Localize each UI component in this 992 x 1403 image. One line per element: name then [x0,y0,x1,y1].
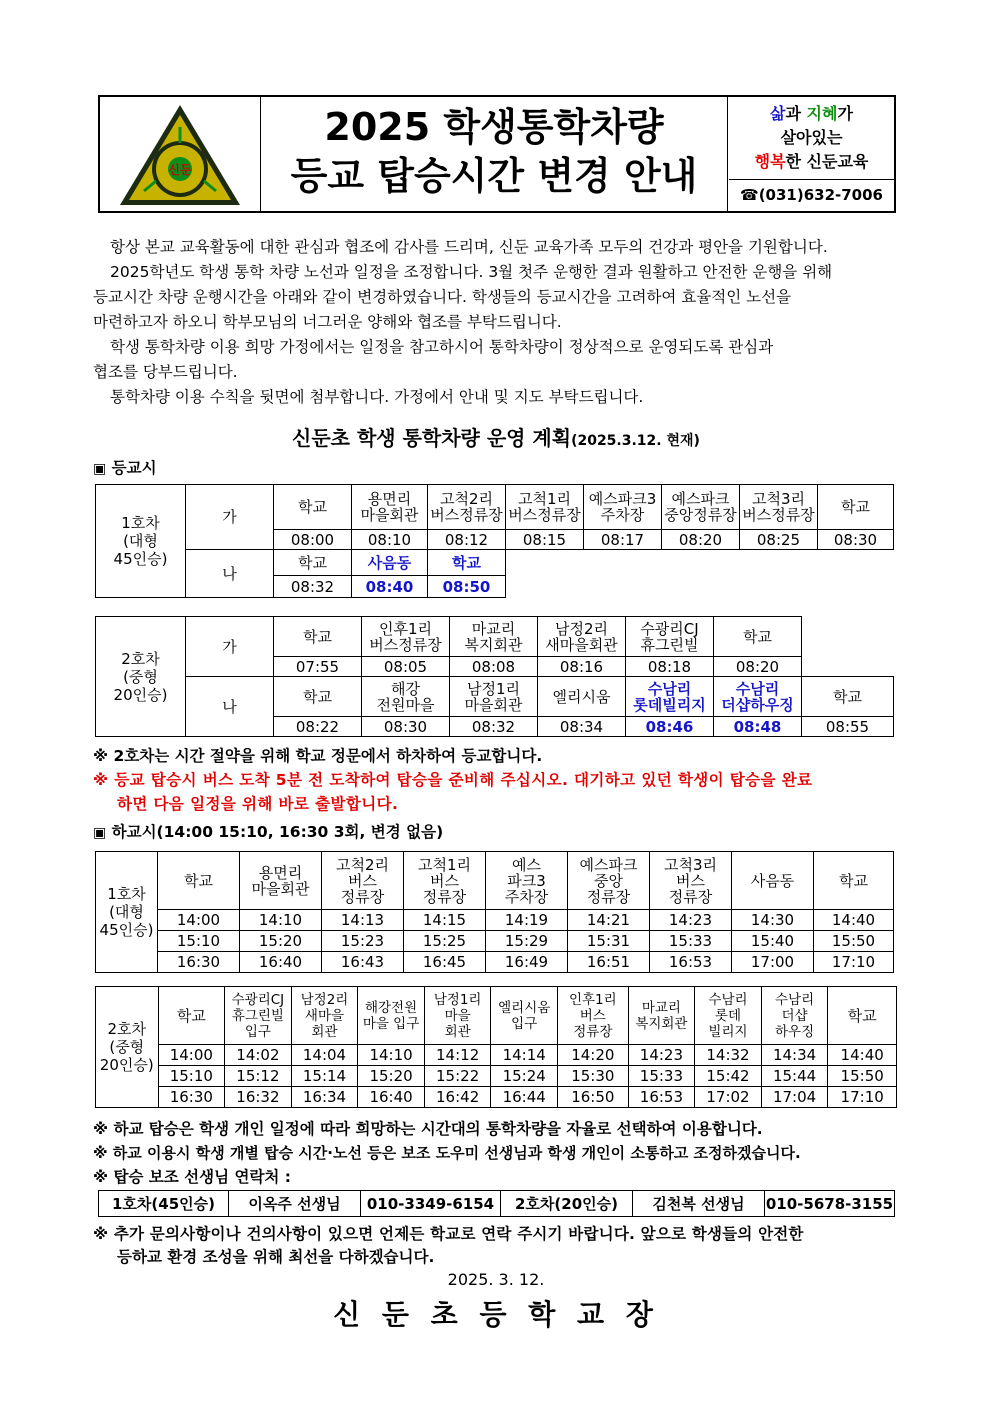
motto-word-wisdom: 지혜 [806,104,838,123]
stop-name: 학교 [428,550,506,576]
time-cell: 16:34 [291,1087,358,1108]
time-cell: 15:40 [732,931,814,952]
intro-p3a: 학생 통학차량 이용 희망 가정에서는 일정을 참고하시어 통학차량이 정상적으로 운영되도록 관심과 [110,338,774,356]
route-label: 가 [186,485,274,550]
bus-label: 1호차 (대형 45인승) [96,485,186,598]
stop-name: 수광리CJ 휴그린빌 [626,617,714,657]
stop-name: 예스파크 중앙정류장 [662,485,740,530]
time-cell: 17:02 [695,1087,762,1108]
morning-note1: ※ 2호차는 시간 절약을 위해 학교 정문에서 하차하여 등교합니다. [93,747,543,765]
morning-note2a: ※ 등교 탑승시 버스 도착 5분 전 도착하여 탑승을 준비해 주십시오. 대기하고 있던 학생이 탑승을 완료 [93,771,813,789]
time-cell: 14:12 [424,1045,491,1066]
afternoon-bus1-table [95,851,894,973]
title-cell [261,97,728,211]
stop-name: 고척3리 버스정류장 [740,485,818,530]
logo-cell [100,97,261,211]
plan-title-text: 신둔초 학생 통학차량 운영 계획 [292,426,572,450]
contact-bus2: 2호차(20인승) [501,1191,633,1217]
telephone-icon: ☎ [740,186,759,204]
time-cell: 15:30 [558,1066,629,1087]
afternoon-bus2-table [95,986,897,1108]
time-cell: 14:10 [358,1045,425,1066]
time-cell: 17:10 [828,1087,897,1108]
time-cell: 16:44 [491,1087,558,1108]
intro-p2b: 등교시간 차량 운행시간을 아래와 같이 변경하였습니다. 학생들의 등교시간을 고려하여 효율적인 노선을 [93,288,792,306]
stop-name: 인후1리 버스정류장 [362,617,450,657]
square-bullet-icon: ▣ [93,825,107,841]
stop-name: 학교 [158,987,225,1045]
intro-p2c: 마련하고자 하오니 학부모님의 너그러운 양해와 협조를 부탁드립니다. [93,313,562,331]
stop-time: 08:08 [450,657,538,677]
stop-name: 용면리 마을회관 [240,852,322,910]
contact-phone1: 010-3349-6154 [361,1191,501,1217]
document-date: 2025. 3. 12. [447,1270,545,1289]
stop-name: 수남리 더샵 하우징 [761,987,828,1045]
stop-time: 08:12 [428,530,506,550]
motto-word-happy: 행복 [754,152,786,171]
stop-name: 사음동 [352,550,428,576]
route-label: 나 [186,677,274,737]
time-cell: 16:30 [158,952,240,973]
stop-time: 08:18 [626,657,714,677]
stop-name: 마교리 복지회관 [628,987,695,1045]
stop-name: 학교 [274,485,352,530]
time-cell: 16:42 [424,1087,491,1108]
stop-time: 08:32 [274,576,352,598]
stop-name: 고척3리 버스 정류장 [650,852,732,910]
route-label: 나 [186,550,274,598]
stop-name: 고척1리 버스정류장 [506,485,584,530]
time-cell: 14:23 [628,1045,695,1066]
motto-text: 한 신둔교육 [785,152,869,171]
time-cell: 15:33 [650,931,732,952]
morning-note2b: 하면 다음 일정을 위해 바로 출발합니다. [117,795,399,813]
stop-name: 수광리CJ 휴그린빌 입구 [225,987,292,1045]
afternoon-note1: ※ 하교 탑승은 학생 개인 일정에 따라 희망하는 시간대의 통학차량을 자율로 선택하여 이용합니다. [93,1120,763,1138]
time-cell: 16:53 [650,952,732,973]
time-cell: 14:13 [322,910,404,931]
stop-time: 08:05 [362,657,450,677]
stop-time: 08:50 [428,576,506,598]
empty-cell [506,550,894,598]
afternoon-note2: ※ 하교 이용시 학생 개별 탑승 시간·노선 등은 보조 도우미 선생님과 학생 개인이 소통하고 조정하겠습니다. [93,1144,801,1162]
stop-time: 08:30 [362,717,450,737]
stop-name: 학교 [158,852,240,910]
stop-name: 수남리 롯데빌리지 [626,677,714,717]
time-cell: 14:20 [558,1045,629,1066]
morning-bus2-table [95,616,894,737]
time-cell: 16:40 [358,1087,425,1108]
time-cell: 15:29 [486,931,568,952]
stop-name: 학교 [274,677,362,717]
time-cell: 16:53 [628,1087,695,1108]
time-cell: 14:23 [650,910,732,931]
bus-label: 1호차 (대형 45인승) [96,852,158,973]
time-cell: 15:42 [695,1066,762,1087]
afternoon-heading [93,820,443,842]
stop-time: 07:55 [274,657,362,677]
time-cell: 16:40 [240,952,322,973]
time-cell: 15:50 [828,1066,897,1087]
contact-bus1: 1호차(45인승) [99,1191,229,1217]
square-bullet-icon: ▣ [93,461,107,477]
motto-line3 [729,150,894,174]
motto-line1 [729,102,894,126]
stop-name: 수남리 롯데 빌리지 [695,987,762,1045]
closing-line1: ※ 추가 문의사항이나 건의사항이 있으면 언제든 학교로 연락 주시기 바랍니다. 앞으로 학생들의 안전한 [93,1225,804,1243]
time-cell: 14:30 [732,910,814,931]
school-logo-icon [100,97,260,211]
stop-time: 08:48 [714,717,802,737]
time-cell: 14:34 [761,1045,828,1066]
morning-heading [93,456,157,478]
intro-p2a: 2025학년도 학생 통학 차량 노선과 일정을 조정합니다. 3월 첫주 운행한 결과 원활하고 안전한 운행을 위해 [110,263,833,281]
phone-number: (031)632-7006 [758,186,883,204]
stop-name: 고척2리 버스 정류장 [322,852,404,910]
stop-name: 남정2리 새마을 회관 [291,987,358,1045]
stop-time: 08:20 [714,657,802,677]
stop-name: 학교 [814,852,894,910]
contact-phone2: 010-5678-3155 [765,1191,895,1217]
stop-name: 고척2리 버스정류장 [428,485,506,530]
time-cell: 14:04 [291,1045,358,1066]
stop-time: 08:34 [538,717,626,737]
contact-heading: ※ 탑승 보조 선생님 연락처 : [93,1168,291,1186]
time-cell: 14:10 [240,910,322,931]
time-cell: 14:15 [404,910,486,931]
bus-label: 2호차 (중형 20인승) [96,617,186,737]
stop-time: 08:46 [626,717,714,737]
stop-name: 학교 [274,617,362,657]
stop-time: 08:22 [274,717,362,737]
motto-text: 가 [837,104,853,123]
plan-date: (2025.3.12. 현재) [571,433,700,449]
contact-teacher1: 이옥주 선생님 [229,1191,361,1217]
stop-name: 마교리 복지회관 [450,617,538,657]
contact-table [98,1190,895,1217]
plan-title [0,422,992,451]
intro-p4: 통학차량 이용 수칙을 뒷면에 첨부합니다. 가정에서 안내 및 지도 부탁드립니다. [110,388,644,406]
stop-name: 고척1리 버스 정류장 [404,852,486,910]
stop-name: 남정1리 마을 회관 [424,987,491,1045]
time-cell: 15:23 [322,931,404,952]
intro-p3b: 협조를 당부드립니다. [93,363,238,381]
route-label: 가 [186,617,274,677]
time-cell: 14:40 [814,910,894,931]
time-cell: 14:00 [158,1045,225,1066]
stop-name: 학교 [274,550,352,576]
stop-name: 학교 [714,617,802,657]
stop-name: 예스 파크3 주차장 [486,852,568,910]
time-cell: 17:10 [814,952,894,973]
stop-name: 학교 [828,987,897,1045]
stop-time: 08:25 [740,530,818,550]
stop-name: 예스파크 중앙 정류장 [568,852,650,910]
stop-time: 08:32 [450,717,538,737]
bus-label: 2호차 (중형 20인승) [96,987,159,1108]
stop-time: 08:16 [538,657,626,677]
stop-time: 08:10 [352,530,428,550]
time-cell: 15:22 [424,1066,491,1087]
stop-name: 남정2리 새마을회관 [538,617,626,657]
phone-row [729,179,894,212]
stop-name: 수남리 더샵하우징 [714,677,802,717]
empty-cell [802,617,894,677]
stop-time: 08:15 [506,530,584,550]
stop-name: 해강전원 마을 입구 [358,987,425,1045]
time-cell: 16:45 [404,952,486,973]
time-cell: 15:24 [491,1066,558,1087]
time-cell: 14:21 [568,910,650,931]
time-cell: 15:50 [814,931,894,952]
motto-cell [729,97,894,211]
afternoon-heading-text: 하교시(14:00 15:10, 16:30 3회, 변경 없음) [111,823,444,841]
time-cell: 14:00 [158,910,240,931]
stop-name: 엘리시움 [538,677,626,717]
stop-name: 용면리 마을회관 [352,485,428,530]
motto-word-life: 삶 [770,104,786,123]
stop-name: 학교 [818,485,894,530]
time-cell: 15:12 [225,1066,292,1087]
title-line1: 2025 학생통학차량 [324,105,664,149]
time-cell: 15:31 [568,931,650,952]
time-cell: 16:51 [568,952,650,973]
time-cell: 15:20 [358,1066,425,1087]
time-cell: 17:04 [761,1087,828,1108]
logo-text: 신둔 [168,163,192,177]
time-cell: 15:33 [628,1066,695,1087]
stop-time: 08:00 [274,530,352,550]
time-cell: 14:32 [695,1045,762,1066]
time-cell: 16:50 [558,1087,629,1108]
time-cell: 15:10 [158,931,240,952]
time-cell: 15:44 [761,1066,828,1087]
time-cell: 16:49 [486,952,568,973]
header-box [98,95,896,213]
time-cell: 14:02 [225,1045,292,1066]
stop-time: 08:40 [352,576,428,598]
motto-line2: 살아있는 [780,128,843,147]
time-cell: 16:30 [158,1087,225,1108]
stop-time: 08:55 [802,717,894,737]
stop-time: 08:30 [818,530,894,550]
stop-time: 08:20 [662,530,740,550]
time-cell: 14:14 [491,1045,558,1066]
stop-name: 엘리시움 입구 [491,987,558,1045]
stop-name: 사음동 [732,852,814,910]
stop-name: 예스파크3 주차장 [584,485,662,530]
time-cell: 16:43 [322,952,404,973]
time-cell: 16:32 [225,1087,292,1108]
morning-heading-text: 등교시 [111,459,157,477]
time-cell: 15:14 [291,1066,358,1087]
morning-bus1-table [95,484,894,598]
stop-time: 08:17 [584,530,662,550]
motto-text: 과 [785,104,807,123]
time-cell: 15:25 [404,931,486,952]
time-cell: 15:10 [158,1066,225,1087]
stop-name: 남정1리 마을회관 [450,677,538,717]
time-cell: 17:00 [732,952,814,973]
time-cell: 14:19 [486,910,568,931]
closing-line2: 등하교 환경 조성을 위해 최선을 다하겠습니다. [117,1248,435,1266]
contact-teacher2: 김천복 선생님 [633,1191,765,1217]
signature: 신 둔 초 등 학 교 장 [333,1298,659,1331]
stop-name: 학교 [802,677,894,717]
stop-name: 해강 전원마을 [362,677,450,717]
title-line2: 등교 탑승시간 변경 안내 [290,154,698,198]
intro-p1: 항상 본교 교육활동에 대한 관심과 협조에 감사를 드리며, 신둔 교육가족 모두의 건강과 평안을 기원합니다. [110,238,828,256]
time-cell: 14:40 [828,1045,897,1066]
time-cell: 15:20 [240,931,322,952]
stop-name: 인후1리 버스 정류장 [558,987,629,1045]
